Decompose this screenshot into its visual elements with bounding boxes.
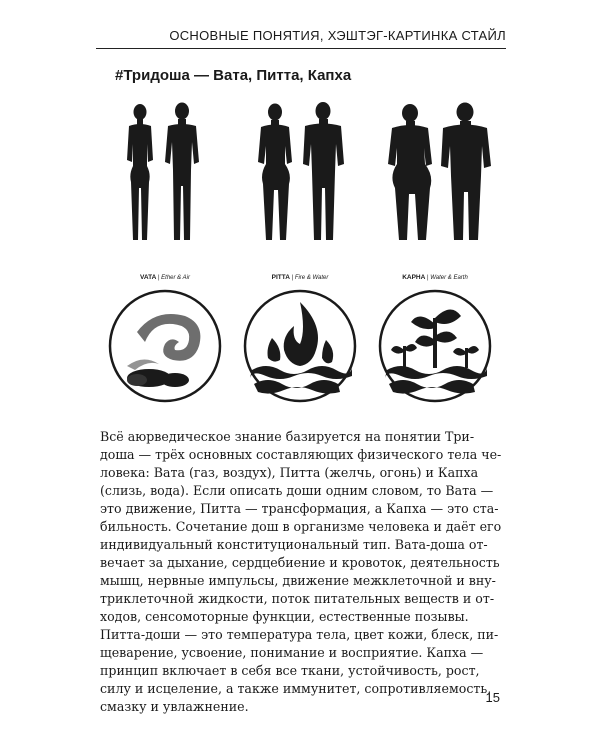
dosha-elements: Water & Earth [430, 275, 468, 281]
air-wind-icon [107, 288, 223, 404]
dosha-separator: | [157, 275, 160, 281]
text-line: доша — трёх основных составляющих физического тела че- [100, 447, 502, 462]
dosha-elements: Ether & Air [161, 275, 190, 281]
text-line: Всё аюрведическое знание базируется на понятии Три- [100, 429, 475, 444]
running-header [96, 26, 506, 49]
man-silhouette-thin [165, 103, 199, 241]
text-line: ловека: Вата (газ, воздух), Питта (желчь, огонь) и Капха [100, 465, 479, 480]
text-line: это движение, Питта — трансформация, а Капха — это ста- [100, 501, 499, 516]
dosha-separator: | [426, 275, 429, 281]
woman-silhouette-thin [127, 104, 153, 240]
dosha-name: KAPHA [402, 274, 426, 281]
text-line: мышц, нервные импульсы, движение межклеточной и вну- [100, 573, 496, 588]
dosha-elements: Fire & Water [294, 275, 329, 281]
text-line: Питта-доши — это температура тела, цвет кожи, блеск, пи- [100, 627, 499, 642]
page-number: 15 [485, 690, 500, 705]
text-line: смазку и увлажнение. [100, 699, 249, 714]
dosha-separator: | [291, 275, 294, 281]
dosha-symbols [100, 268, 500, 418]
man-silhouette-medium [303, 102, 344, 240]
text-line: щеварение, усвоение, понимание и восприятие. Капха — [100, 645, 484, 660]
text-line: принцип включает в себя все ткани, устойчивость, рост, [100, 663, 480, 678]
dosha-label [100, 274, 230, 281]
text-line: ходов, сенсомоторные функции, естественные позывы. [100, 609, 469, 624]
running-title: ОСНОВНЫЕ ПОНЯТИЯ, ХЭШТЭГ-КАРТИНКА СТАЙЛ [169, 28, 506, 43]
dosha-kapha [370, 268, 500, 418]
text-line: триклеточной жидкости, поток питательных веществ и от- [100, 591, 495, 606]
dosha-name: VATA [140, 274, 157, 281]
man-silhouette-broad [441, 103, 491, 241]
text-line: бильность. Сочетание дош в организме человека и даёт его [100, 519, 502, 534]
dosha-vata [100, 268, 230, 418]
text-line: вечает за дыхание, сердцебиение и кровоток, деятельность [100, 555, 500, 570]
vata-silhouettes [110, 100, 220, 245]
dosha-pitta [235, 268, 365, 418]
woman-silhouette-broad [388, 104, 432, 240]
kapha-silhouettes [380, 100, 500, 245]
woman-silhouette-medium [258, 104, 292, 241]
dosha-name: PITTA [271, 274, 290, 281]
text-line: (слизь, вода). Если описать доши одним словом, то Вата — [100, 483, 494, 498]
body-types-illustration [100, 100, 500, 245]
plant-earth-icon [377, 288, 493, 404]
dosha-label [370, 274, 500, 281]
text-line: силу и исцеление, а также иммунитет, сопротивляемость, [100, 681, 492, 696]
dosha-label [235, 274, 365, 281]
pitta-silhouettes [245, 100, 360, 245]
text-line: индивидуальный конституциональный тип. Вата-доша от- [100, 537, 488, 552]
fire-water-icon [242, 288, 358, 404]
section-title: #Тридоша — Вата, Питта, Капха [115, 67, 352, 84]
